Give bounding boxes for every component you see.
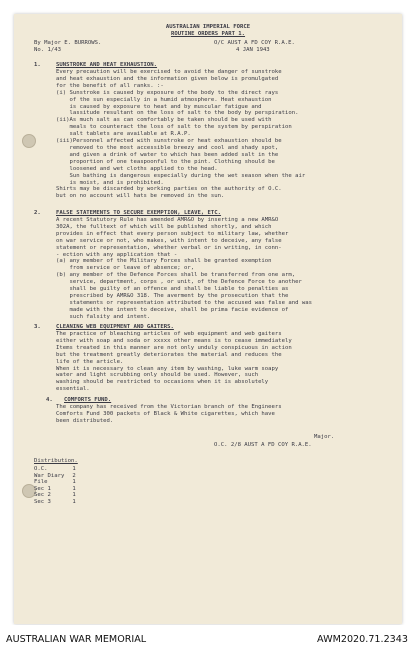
body-line: of the sun especially in a humid atmosphere. Heat exhaustion <box>56 96 272 103</box>
section-body <box>56 69 376 200</box>
header-subtitle: ROUTINE ORDERS PART 1. <box>170 31 246 37</box>
body-line: is caused by exposure to heat and by muscular fatigue and <box>56 103 262 110</box>
body-line: Sun bathing is dangerous especially during the wet season when the air <box>56 172 306 179</box>
distribution-copies: 1 <box>72 492 76 499</box>
document-sheet <box>14 14 402 624</box>
body-line: meals to counteract the loss of salt to the system by perspiration <box>56 124 292 131</box>
body-line: essential. <box>56 386 90 393</box>
distribution-row <box>34 499 84 506</box>
body-line: but on no account will hats be removed in the sun. <box>56 193 225 200</box>
body-line: such falsity and intent. <box>56 313 151 320</box>
body-line: and heat exhaustion and the information given below is promulgated <box>56 75 279 82</box>
section-title: FALSE STATEMENTS TO SECURE EXEMPTION, LEAVE, ETC. <box>56 210 222 216</box>
body-line: Shirts may be discarded by working parties on the authority of O.C. <box>56 186 282 193</box>
body-line: from service or leave of absence; or, <box>56 265 195 272</box>
body-line: water and light scrubbing only should be used. However, such <box>56 372 259 379</box>
body-line: (a) any member of the Military Forces shall be granted exemption <box>56 258 272 265</box>
body-line: provides in effect that every person subject to military law, whether <box>56 230 289 237</box>
distribution-table <box>34 466 84 506</box>
section-body <box>56 217 376 321</box>
signature-rank: Major. <box>314 434 335 440</box>
distribution-copies: 1 <box>72 466 76 472</box>
body-line: - ection with any application that - <box>56 251 178 258</box>
body-line: removed to the most accessible breezy and cool and shady spot, <box>56 144 279 151</box>
distribution-row <box>34 466 84 473</box>
body-line: statements or representation attributed to the accused was false and was <box>56 299 312 306</box>
body-line: life of the article. <box>56 358 124 365</box>
footer-institution: AUSTRALIAN WAR MEMORIAL <box>6 634 147 645</box>
distribution-copies: 2 <box>72 472 76 479</box>
section-title: CLEANING WEB EQUIPMENT AND GAITERS. <box>56 324 174 330</box>
distribution-copies: 1 <box>72 498 76 505</box>
distribution-recipient: O.C. <box>34 466 48 472</box>
distribution-row <box>34 492 84 499</box>
body-line: The practice of bleaching articles of web equipment and web gaiters <box>56 331 282 337</box>
body-line: prescribed by AMR&O 318. The averment by the prosecution that the <box>56 292 289 299</box>
distribution-copies: 1 <box>72 485 76 492</box>
body-line: loosened and wet cloths applied to the head. <box>56 165 218 172</box>
body-line: washing should be restricted to occasions when it is absolutely <box>56 379 269 386</box>
distribution-recipient: Sec 1 <box>34 485 51 492</box>
section-title: COMFORTS FUND. <box>64 397 112 403</box>
body-line: Every precaution will be exercised to avoid the danger of sunstroke <box>56 69 282 75</box>
body-line: Items treated in this manner are not only unduly conspicuous in action <box>56 344 292 351</box>
footer-accession: AWM2020.71.2343 <box>317 634 408 645</box>
archive-footer <box>0 625 416 653</box>
body-line: for the benefit of all ranks. :- <box>56 82 164 89</box>
body-line: and given a drink of water to which has been added salt in the <box>56 151 279 158</box>
body-line: lassitude resultant on the loss of salt to the body by perspiration. <box>56 110 299 117</box>
body-line: (i) Sunstroke is caused by exposure of the body to the direct rays <box>56 89 279 96</box>
punch-hole <box>22 134 36 148</box>
distribution-row <box>34 473 84 480</box>
issuing-unit: O/C AUST A FD COY R.A.E. <box>214 40 295 46</box>
section-title: SUNSTROKE AND HEAT EXHAUSTION. <box>56 62 158 68</box>
body-line: but the treatment greatly deteriorates the material and reduces the <box>56 351 282 358</box>
body-line: 302A, the fulltext of which will be published shortly, and which <box>56 223 272 230</box>
distribution-title: Distribution. <box>34 458 78 464</box>
body-line: A recent Statutory Rule has amended AMR&O by inserting a new AMR&O <box>56 217 279 223</box>
section-body <box>56 404 376 425</box>
signature-unit: O.C. 2/8 AUST A FD COY R.A.E. <box>214 442 312 448</box>
body-line: salt tablets are available at R.A.P. <box>56 131 191 138</box>
order-date: 4 JAN 1943 <box>236 47 270 53</box>
body-line: (b) any member of the Defence Forces shall be transferred from one arm, <box>56 272 296 279</box>
section-number: 3. <box>34 324 41 330</box>
body-line: (ii)As much salt as can comfortably be taken should be used with <box>56 117 272 124</box>
body-line: either with soap and soda or xxxxx other means is to cease immediately <box>56 337 292 344</box>
distribution-recipient: Sec 2 <box>34 492 51 499</box>
header-title: AUSTRALIAN IMPERIAL FORCE <box>165 24 251 30</box>
distribution-recipient: War Diary <box>34 472 65 479</box>
body-line: The company has received from the Victorian branch of the Engineers <box>56 404 282 410</box>
distribution-recipient: Sec 3 <box>34 498 51 505</box>
body-line: shall be guilty of an offence and shall be liable to penalties as <box>56 286 289 293</box>
body-line: Comforts Fund 300 packets of Black & White cigarettes, which have <box>56 410 275 417</box>
body-line: been distributed. <box>56 417 114 424</box>
distribution-row <box>34 486 84 493</box>
order-number: No. 1/43 <box>34 47 61 53</box>
body-line: proportion of one teaspoonful to the pint. Clothing should be <box>56 158 275 165</box>
distribution-recipient: File <box>34 479 48 486</box>
section-number: 2. <box>34 210 41 216</box>
section-number: 1. <box>34 62 41 68</box>
distribution-copies: 1 <box>72 479 76 486</box>
body-line: on war service or not, who makes, with intent to deceive, any false <box>56 237 282 244</box>
issued-by: By Major E. BURROWS. <box>34 40 102 46</box>
section-body <box>56 331 376 393</box>
body-line: statement or representation, whether verbal or in writing, in conn- <box>56 244 282 251</box>
body-line: service, department, corps , or unit, of the Defence Force to another <box>56 279 302 286</box>
body-line: is moist, and is prohibited. <box>56 179 164 186</box>
body-line: When it is necessary to clean any item by washing, luke warm soapy <box>56 365 279 372</box>
body-line: made with the intent to deceive, shall be prima facie evidence of <box>56 306 289 313</box>
section-number: 4. <box>46 397 53 403</box>
distribution-row <box>34 479 84 486</box>
body-line: (iii)Personnel affected with sunstroke or heat exhaustion should be <box>56 138 282 145</box>
